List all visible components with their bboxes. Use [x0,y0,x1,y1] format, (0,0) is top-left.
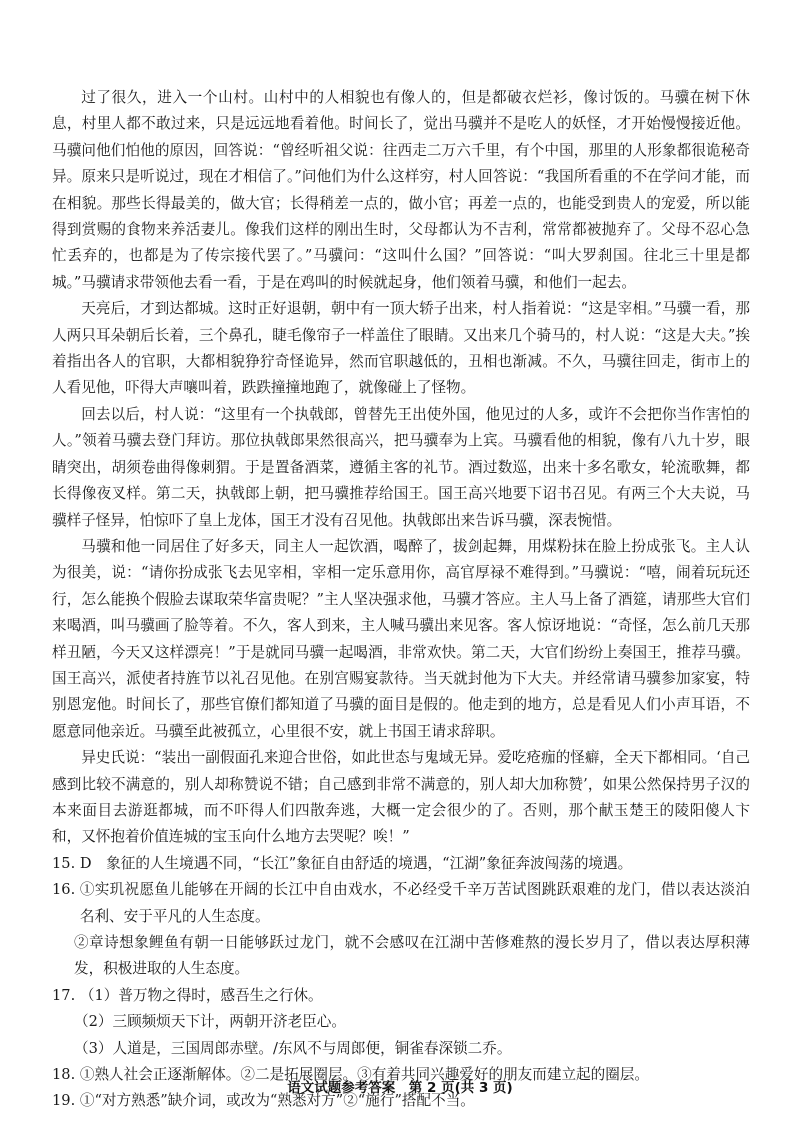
page-footer: 语文试题参考答案 第 2 页(共 3 页) [287,1080,513,1096]
translation-passage [52,85,750,851]
answer-number: 16. [52,881,80,899]
answer-text: ①“对方熟悉”缺介词，或改为“熟悉对方”②“施行”搭配不当。 [79,1092,475,1110]
passage-paragraph: 马骥和他一同居住了好多天，同主人一起饮酒，喝醉了，拔剑起舞，用煤粉抹在脸上扮成张飞。主人认为很美，说：“请你扮成张飞去见宰相，宰相一定乐意用你，高官厚禄不难得到。”马骥说：“嘻，闹着玩玩还行，怎么能换个假脸去谋取荣华富贵呢？”主人坚决强求他，马骥才答应。主人马上备了酒筵，请那些大官们来喝酒，叫马骥画了脸等着。不久，客人到来，主人喊马骥出来见客。客人惊讶地说：“奇怪，怎么前几天那样丑陋，今天又这样漂亮！”于是就同马骥一起喝酒，非常欢快。第二天，大官们纷纷上奏国王，推荐马骥。国王高兴，派使者持旌节以礼召见他。在别宫赐宴款待。当天就封他为下大夫。并经常请马骥参加家宴，特别恩宠他。时间长了，那些官僚们都知道了马骥的面目是假的。他走到的地方，总是看见人们小声耳语，不愿意同他亲近。马骥至此被孤立，心里很不安，就上书国王请求辞职。 [52,537,750,740]
passage-paragraph: 异史氏说：“装出一副假面孔来迎合世俗，如此世态与鬼域无异。爱吃疮痂的怪癖，全天下都相同。‘自己感到比较不满意的，别人却称赞说不错；自己感到非常不满意的，别人却大加称赞’，如果公然保持男子汉的本来面目去游逛都城，而不吓得人们四散奔逃，大概一定会很少的了。否则，那个献玉楚王的陵阳傻人卞和，又怀抱着价值连城的宝玉向什么地方去哭呢？唉！” [52,749,751,846]
answer-number: 18. [52,1066,80,1084]
answer-item-17 [52,983,750,1062]
answer-number: 19. [52,1092,80,1110]
answer-text: ①熟人社会正逐渐解体。②二是拓展圈层。③有着共同兴趣爱好的朋友而建立起的圈层。 [79,1066,650,1084]
answer-number: 17. [52,986,80,1004]
passage-paragraph: 过了很久，进入一个山村。山村中的人相貌也有像人的，但是都破衣烂衫，像讨饭的。马骥在树下休息，村里人都不敢过来，只是远远地看着他。时间长了，觉出马骥并不是吃人的妖怪，才开始慢慢接近他。马骥问他们怕他的原因，回答说：“曾经听祖父说：往西走二万六千里，有个中国，那里的人形象都很诡秘奇异。原来只是听说过，现在才相信了。”问他们为什么这样穷，村人回答说：“我国所看重的不在学问才能，而在相貌。那些长得最美的，做大官；长得稍差一点的，做小官；再差一点的，也能受到贵人的宠爱，所以能得到赏赐的食物来养活妻儿。像我们这样的刚出生时，父母都认为不吉利，常常都被抛弃了。父母不忍心急忙丢弃的，也都是为了传宗接代罢了。”马骥问：“这叫什么国？”回答说：“叫大罗刹国。往北三十里是都城。”马骥请求带领他去看一看，于是在鸡叫的时候就起身，他们领着马骥，和他们一起去。 [52,89,750,291]
answer-number: 15. D [52,854,107,872]
answer-text: ①实玑祝愿鱼儿能够在开阔的长江中自由戏水，不必经受千辛万苦试图跳跃艰难的龙门，借以表达淡泊名利、安于平凡的人生态度。 [79,881,750,925]
passage-paragraph: 天亮后，才到达都城。这时正好退朝，朝中有一顶大轿子出来，村人指着说：“这是宰相。”马骥一看，那人两只耳朵朝后长着，三个鼻孔，睫毛像帘子一样盖住了眼睛。又出来几个骑马的，村人说：“这是大夫。”挨着指出各人的官职，大都相貌狰狞奇怪诡异，然而官职越低的，丑相也渐减。不久，马骥往回走，街市上的人看见他，吓得大声嚷叫着，跌跌撞撞地跑了，就像碰上了怪物。 [52,300,750,397]
passage-paragraph: 回去以后，村人说：“这里有一个执戟郎，曾替先王出使外国，他见过的人多，或许不会把你当作害怕的人。”领着马骥去登门拜访。那位执戟郎果然很高兴，把马骥奉为上宾。马骥看他的相貌，像有八九十岁，眼睛突出，胡须卷曲得像刺猬。于是置备酒菜，遵循主客的礼节。酒过数巡，出来十多名歌女，轮流歌舞，都长得像夜叉样。第二天，执戟郎上朝，把马骥推荐给国王。国王高兴地要下诏书召见。有两三个大夫说，马骥样子怪异，怕惊吓了皇上龙体，国王才没有召见他。执戟郎出来告诉马骥，深表惋惜。 [52,405,750,529]
answer-text: （1）普万物之得时，感吾生之行休。 [79,986,323,1004]
answer-subline: （3）人道是，三国周郎赤壁。/东风不与周郎便，铜雀春深锁二乔。 [74,1039,512,1057]
answer-subline: （2）三顾频烦天下计，两朝开济老臣心。 [74,1013,346,1031]
answer-text: 象征的人生境遇不同，“长江”象征自由舒适的境遇，“江湖”象征奔波闯荡的境遇。 [106,854,633,872]
answer-item-16 [52,877,750,983]
answer-item-15 [52,851,750,877]
answer-subline: ②章诗想象鲤鱼有朝一日能够跃过龙门，就不会感叹在江湖中苦修难熬的漫长岁月了，借以表达厚积薄发，积极进取的人生态度。 [74,934,750,978]
